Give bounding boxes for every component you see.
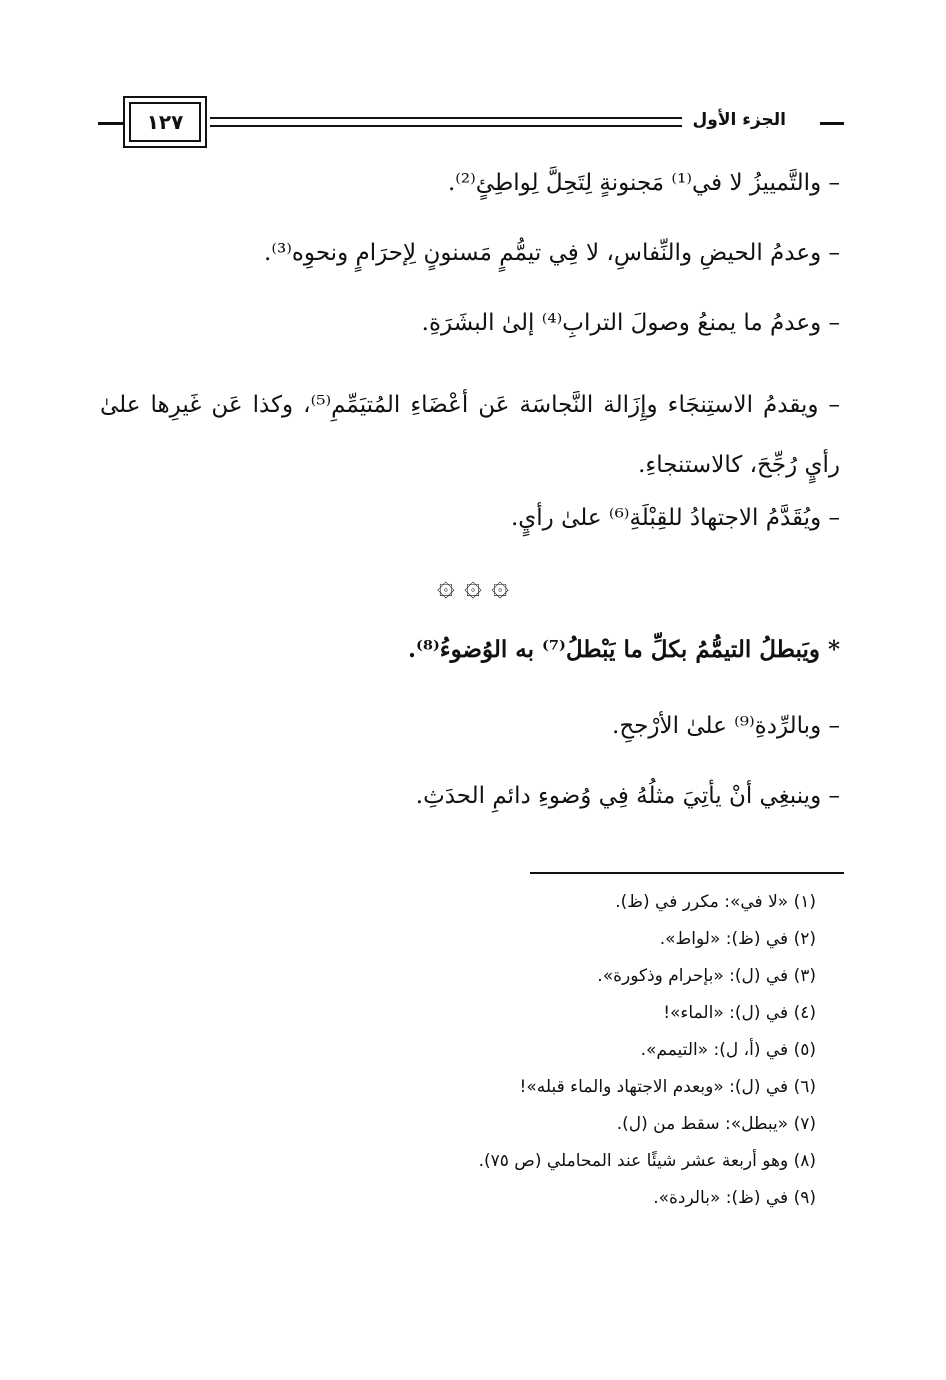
- part-title: الجزء الأول: [692, 110, 786, 130]
- footnote: (٩) في (ظ): «بالردة».: [653, 1188, 816, 1208]
- text-line: – وبالرِّدةِ⁽⁹⁾ علىٰ الأرْجحِ.: [612, 713, 840, 739]
- section-separator-ornament: ۞ ۞ ۞: [437, 568, 509, 603]
- text-line: – وعدمُ الحيضِ والنِّفاسِ، لا فِي تيمُّمٍ مَسنونٍ لِإحرَامٍ ونحوِه⁽³⁾.: [264, 240, 840, 266]
- header-double-rule: [210, 117, 682, 127]
- footnote: (٥) في (أ، ل): «التيمم».: [640, 1040, 816, 1060]
- header-dash-left: [98, 122, 124, 125]
- footnote-rule: [530, 872, 844, 874]
- footnote: (٧) «يبطل»: سقط من (ل).: [616, 1114, 816, 1134]
- footnotes: [100, 884, 816, 1217]
- rule-heading: * ويَبطلُ التيمُّمُ بكلِّ ما يَبْطلُ⁽⁷⁾ به الوُضوءُ⁽⁸⁾.: [408, 636, 840, 663]
- footnote: (٨) وهو أربعة عشر شيئًا عند المحاملي (ص ٧٥).: [478, 1151, 816, 1171]
- text-line: – والتَّمييزُ لا في⁽¹⁾ مَجنونةٍ لِتَحِلَّ لِواطِئٍ⁽²⁾.: [447, 170, 840, 196]
- text-line: – وينبغِي أنْ يأتِيَ مثلُهُ فِي وُضوءِ دائمِ الحدَثِ.: [415, 783, 840, 809]
- header-dash-right: [820, 122, 844, 125]
- page-number-box: [123, 96, 207, 148]
- footnote: (٤) في (ل): «الماء»!: [663, 1003, 816, 1023]
- text-paragraph: – ويقدمُ الاستِنجَاء وإِزَالة النَّجاسَة عَن أعْضَاءِ المُتيَمِّمِ⁽⁵⁾، وكذا عَن غَيرِها علىٰ رأيٍ رُجِّحَ، كالاستنجاءِ.: [100, 392, 840, 478]
- page-number: ١٢٧: [129, 102, 201, 142]
- footnote: (٢) في (ظ): «لواط».: [659, 929, 816, 949]
- text-line: – ويُقَدَّمُ الاجتهادُ للقِبْلَةِ⁽⁶⁾ علىٰ رأيٍ.: [510, 505, 840, 531]
- footnote: (١) «لا في»: مكرر في (ظ).: [615, 892, 816, 912]
- text-line: – وعدمُ ما يمنعُ وصولَ الترابِ⁽⁴⁾ إلىٰ البشَرَةِ.: [421, 310, 840, 336]
- running-header: [98, 96, 844, 154]
- footnote: (٣) في (ل): «بإحرام وذكورة».: [597, 966, 816, 986]
- footnote: (٦) في (ل): «وبعدم الاجتهاد والماء قبله»!: [519, 1077, 816, 1097]
